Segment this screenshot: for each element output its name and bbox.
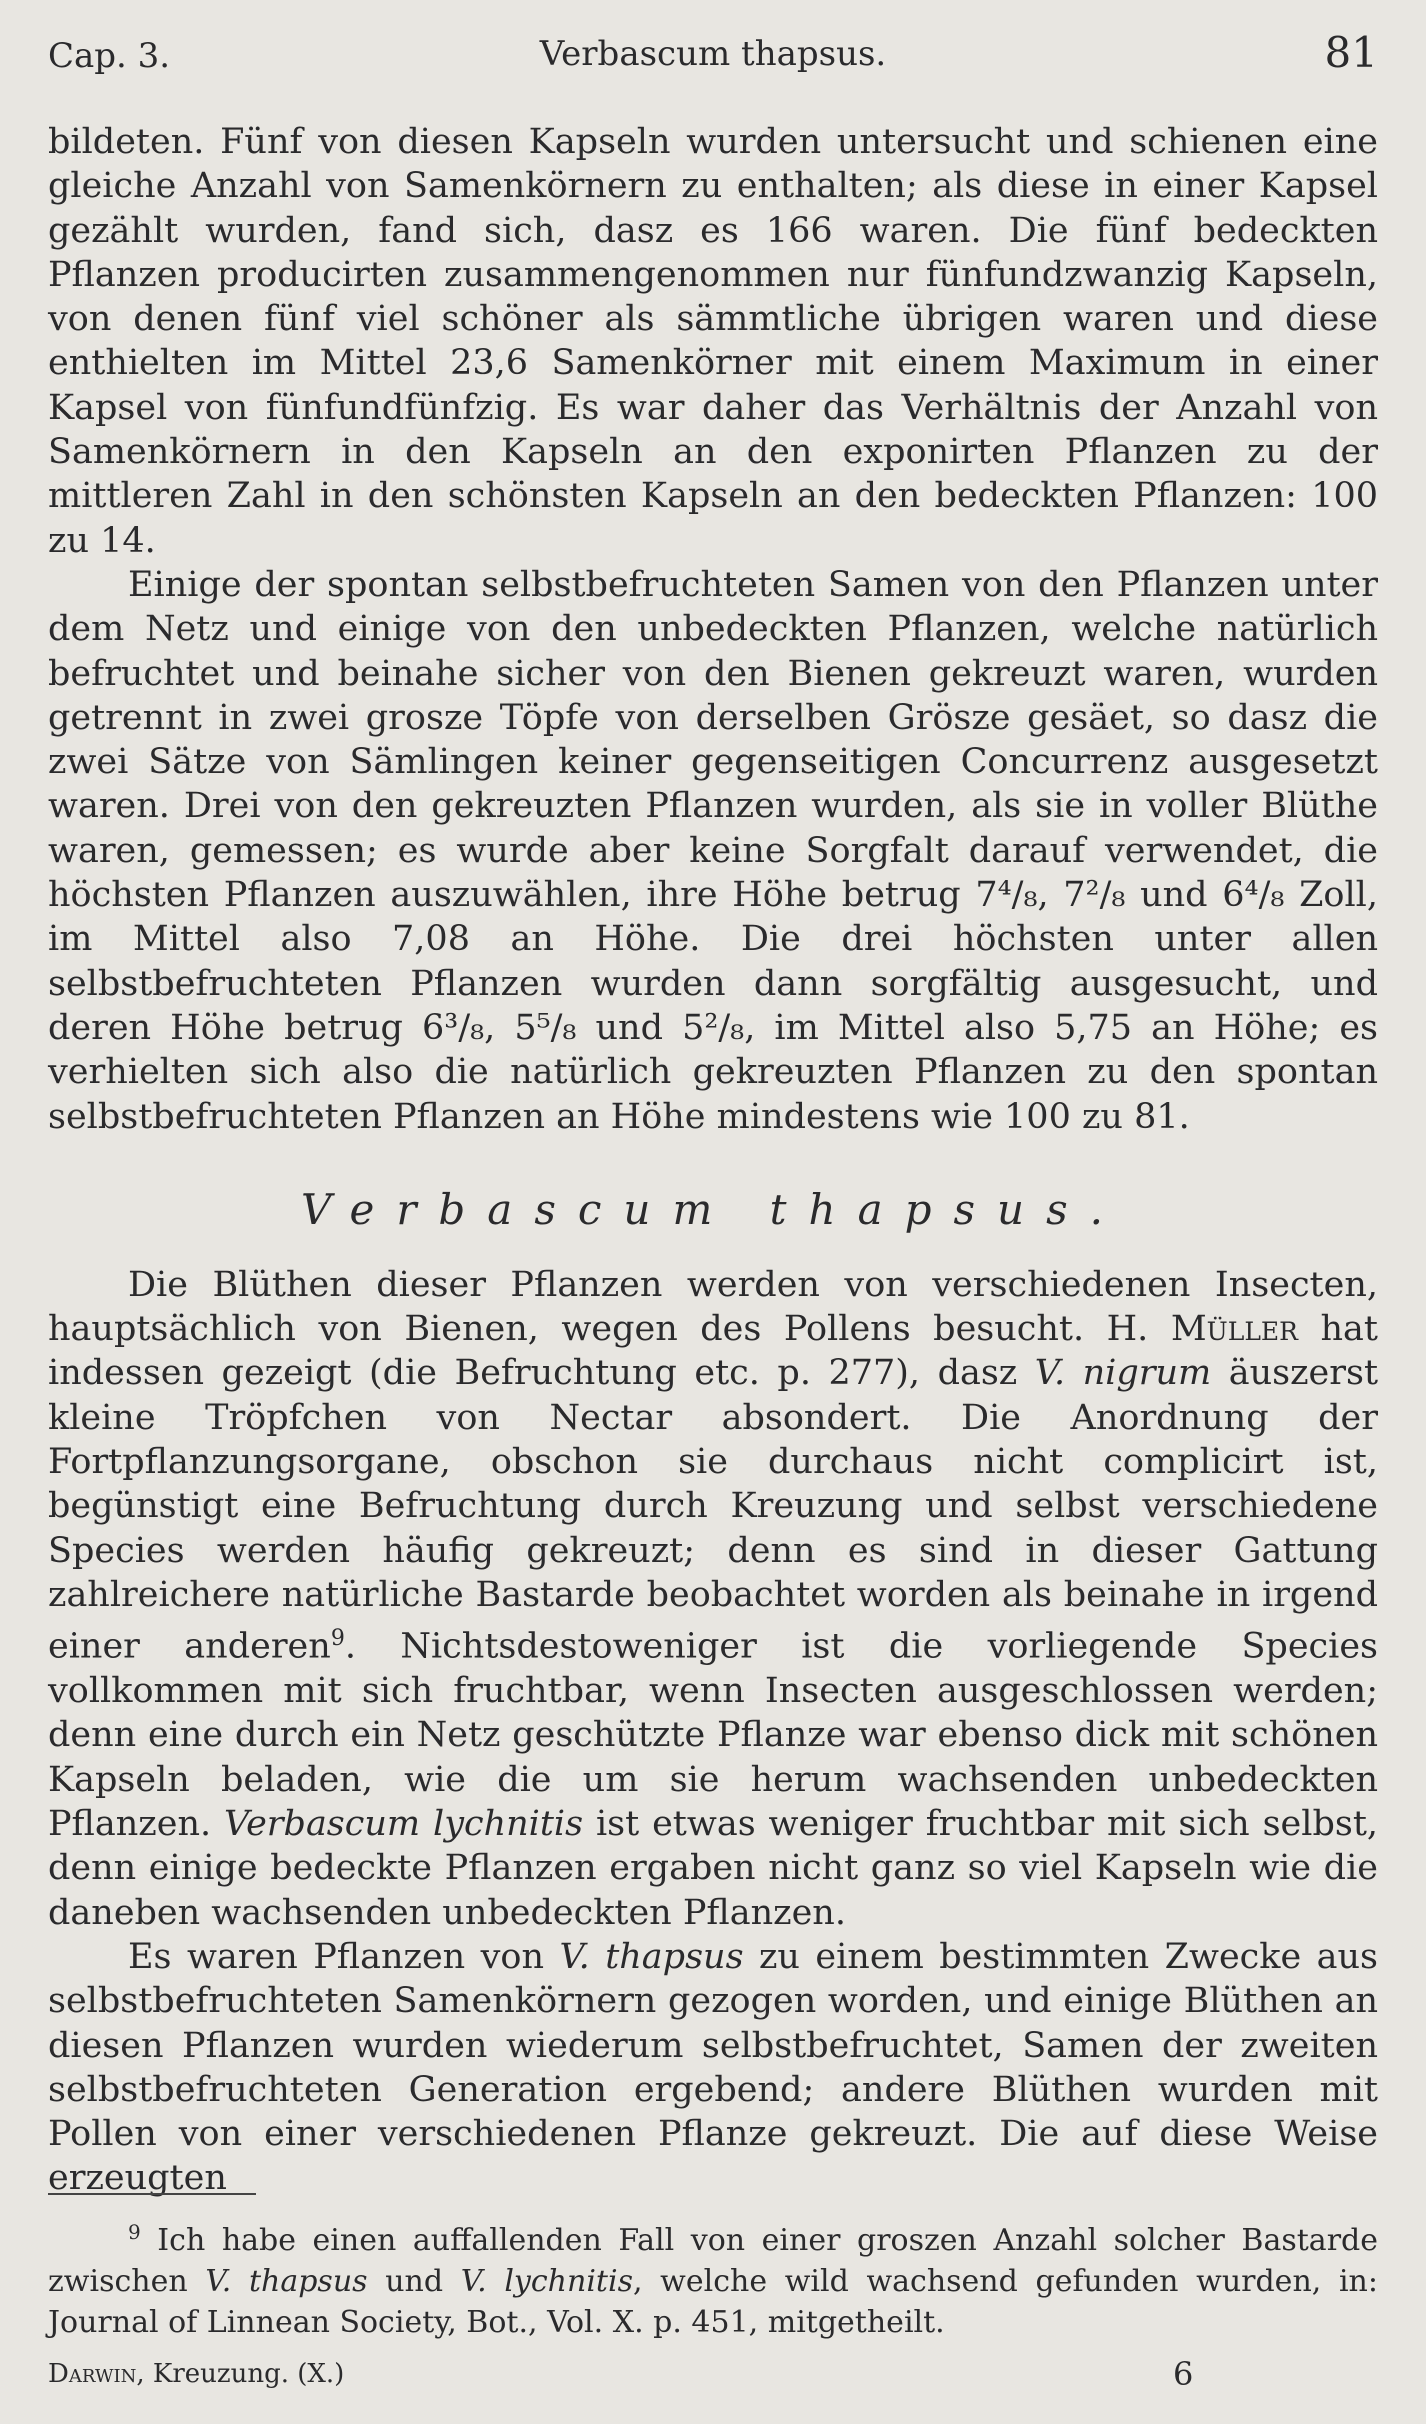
p3-text-d: . Nichtsdestoweniger ist die vorliegende Species vollkommen mit sich fruchtbar, wenn Insecten ausgeschlossen werden; denn eine durch ein Netz geschützte Pflanze war ebenso dick mit schönen Kapseln beladen, wie die um sie herum wachsenden unbedeckten Pflanzen. bbox=[48, 1626, 1379, 1845]
signature-mark: 6 bbox=[1173, 2355, 1194, 2393]
p4-text-a: Es waren Pflanzen von bbox=[128, 1936, 560, 1977]
footer-title: , Kreuzung. (X.) bbox=[136, 2359, 345, 2389]
footnote-divider bbox=[48, 2193, 256, 2195]
footer-work bbox=[48, 2359, 344, 2389]
page-number: 81 bbox=[1324, 28, 1378, 77]
footnote-9 bbox=[48, 2212, 1378, 2343]
species-v-nigrum: V. nigrum bbox=[1034, 1353, 1212, 1394]
section-title: Verbascum thapsus. bbox=[301, 1184, 1125, 1234]
p3-text-c: äuszerst kleine Tröpfchen von Nectar absondert. Die Anordnung der Fortpflanzungsorgane, obschon sie durchaus nicht complicirt ist, begünstigt eine Befruchtung durch Kreuzung und selbst verschiedene Species werden häufig gekreuzt; denn es sind in dieser Gattung zahlreichere natürliche Bastarde beobachtet worden als beinahe in irgend einer anderen bbox=[48, 1353, 1379, 1667]
species-verbascum-lychnitis: Verbascum lychnitis bbox=[224, 1804, 584, 1845]
paragraph-4 bbox=[48, 1935, 1378, 2201]
paragraph-3 bbox=[48, 1263, 1378, 1935]
footnote-species-thapsus: V. thapsus bbox=[205, 2264, 368, 2299]
p3-text-b: hat indessen gezeigt (die Befruchtung etc. p. 277), dasz bbox=[48, 1309, 1378, 1394]
footnote-marker: 9 bbox=[128, 2220, 141, 2244]
footer-author: Darwin bbox=[48, 2359, 137, 2389]
paragraph-1: bildeten. Fünf von diesen Kapseln wurden untersucht und schienen eine gleiche Anzahl von Samenkörnern zu enthalten; als diese in einer Kapsel gezählt wurden, fand sich, dasz es 166 waren. Die fünf bedeckten Pflanzen producirten zusammengenommen nur fünfundzwanzig Kapseln, von denen fünf viel schöner als sämmtliche übrigen waren und diese enthielten im Mittel 23,6 Samenkörner mit einem Maximum in einer Kapsel von fünfundfünfzig. Es war daher das Verhältnis der Anzahl von Samenkörnern in den Kapseln an den exponirten Pflanzen zu der mittleren Zahl in den schönsten Kapseln an den bedeckten Pflanzen: 100 zu 14. bbox=[48, 122, 1378, 561]
body-text bbox=[48, 120, 1378, 2201]
running-title: Verbascum thapsus. bbox=[539, 34, 887, 74]
footnote bbox=[48, 2212, 1378, 2343]
footnote-reference: 9 bbox=[330, 1626, 345, 1652]
chapter-label: Cap. 3. bbox=[48, 36, 171, 76]
species-v-thapsus: V. thapsus bbox=[559, 1936, 744, 1977]
running-header bbox=[48, 28, 1378, 88]
page-footer bbox=[48, 2355, 1378, 2395]
footnote-text-a: Ich habe einen auffallenden Fall von einer groszen Anzahl solcher Bastarde zwischen bbox=[48, 2223, 1378, 2299]
p3-text-a: Die Blüthen dieser Pflanzen werden von verschiedenen Insecten, hauptsächlich von Bienen, wegen des Pollens besucht. H. bbox=[48, 1264, 1378, 1350]
paragraph-2: Einige der spontan selbstbefruchteten Samen von den Pflanzen unter dem Netz und einige von den unbedeckten Pflanzen, welche natürlich befruchtet und beinahe sicher von den Bienen gekreuzt waren, wurden getrennt in zwei grosze Töpfe von derselben Grösze gesäet, so dasz die zwei Sätze von Sämlingen keiner gegenseitigen Concurrenz ausgesetzt waren. Drei von den gekreuzten Pflanzen wurden, als sie in voller Blüthe waren, gemessen; es wurde aber keine Sorgfalt darauf verwendet, die höchsten Pflanzen auszuwählen, ihre Höhe betrug 7⁴/₈, 7²/₈ und 6⁴/₈ Zoll, im Mittel also 7,08 an Höhe. Die drei höchsten unter allen selbstbefruchteten Pflanzen wurden dann sorgfältig ausgesucht, und deren Höhe betrug 6³/₈, 5⁵/₈ und 5²/₈, im Mittel also 5,75 an Höhe; es verhielten sich also die natürlich gekreuzten Pflanzen zu den spontan selbstbefruchteten Pflanzen an Höhe mindestens wie 100 zu 81. bbox=[48, 564, 1378, 1137]
footnote-text-c: , welche wild wachsend gefunden wurden, in: Journal of Linnean Society, Bot., Vol. X. p. 451, mitgetheilt. bbox=[48, 2264, 1378, 2340]
footnote-species-lychnitis: V. lychnitis bbox=[460, 2264, 633, 2299]
author-name-mueller: Müller bbox=[1170, 1309, 1298, 1350]
p4-text-b: zu einem bestimmten Zwecke aus selbstbefruchteten Samenkörnern gezogen worden, und einige Blüthen an diesen Pflanzen wurden wiederum selbstbefruchtet, Samen der zweiten selbstbefruchteten Generation ergebend; andere Blüthen wurden mit Pollen von einer verschiedenen Pflanze gekreuzt. Die auf diese Weise erzeugten bbox=[48, 1936, 1378, 2199]
footnote-text-b: und bbox=[367, 2264, 461, 2299]
p3-text-e: ist etwas weniger fruchtbar mit sich selbst, denn einige bedeckte Pflanzen ergaben nicht ganz so viel Kapseln wie die daneben wachsenden unbedeckten Pflanzen. bbox=[48, 1804, 1379, 1933]
